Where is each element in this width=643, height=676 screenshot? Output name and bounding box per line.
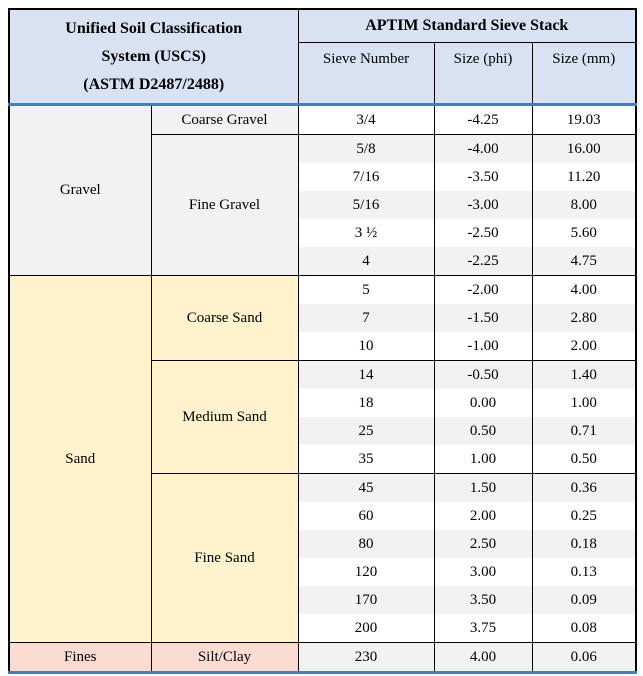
size-mm-cell: 2.00	[532, 332, 636, 361]
size-mm-cell: 4.75	[532, 247, 636, 276]
table-row	[9, 105, 636, 135]
sub-category-cell: Coarse Gravel	[151, 105, 298, 135]
size-mm-cell: 1.00	[532, 389, 636, 417]
sieve-number-cell: 3/4	[298, 105, 434, 135]
sieve-table	[8, 8, 637, 674]
table-row	[9, 643, 636, 673]
sieve-number-cell: 4	[298, 247, 434, 276]
size-phi-cell: 1.50	[434, 474, 532, 503]
sieve-number-cell: 5/16	[298, 191, 434, 219]
sieve-number-cell: 18	[298, 389, 434, 417]
size-mm-cell: 19.03	[532, 105, 636, 135]
size-mm-cell: 0.09	[532, 586, 636, 614]
sieve-number-cell: 45	[298, 474, 434, 503]
size-phi-cell: -4.25	[434, 105, 532, 135]
uscs-header-cell	[9, 9, 298, 105]
size-phi-cell: 4.00	[434, 643, 532, 673]
sieve-table-body	[9, 105, 636, 673]
sieve-number-cell: 7/16	[298, 163, 434, 191]
sub-category-cell: Coarse Sand	[151, 276, 298, 361]
size-mm-cell: 0.71	[532, 417, 636, 445]
sub-category-cell: Fine Gravel	[151, 135, 298, 276]
sub-category-cell: Medium Sand	[151, 361, 298, 474]
size-phi-cell: 2.00	[434, 502, 532, 530]
sieve-number-cell: 60	[298, 502, 434, 530]
size-phi-cell: 3.75	[434, 614, 532, 643]
sieve-number-cell: 14	[298, 361, 434, 390]
size-mm-cell: 0.06	[532, 643, 636, 673]
uscs-header-line2: System (USCS)	[101, 47, 206, 65]
size-phi-cell: -3.50	[434, 163, 532, 191]
sieve-number-cell: 25	[298, 417, 434, 445]
size-phi-cell: -2.00	[434, 276, 532, 305]
size-mm-cell: 4.00	[532, 276, 636, 305]
major-category-fines: Fines	[9, 643, 151, 673]
size-mm-cell: 0.08	[532, 614, 636, 643]
size-phi-cell: 1.00	[434, 445, 532, 474]
size-phi-cell: -0.50	[434, 361, 532, 390]
sieve-number-cell: 3 ½	[298, 219, 434, 247]
size-mm-cell: 0.25	[532, 502, 636, 530]
major-category-sand: Sand	[9, 276, 151, 643]
size-mm-cell: 1.40	[532, 361, 636, 390]
size-mm-cell: 0.13	[532, 558, 636, 586]
size-mm-cell: 8.00	[532, 191, 636, 219]
size-mm-cell: 16.00	[532, 135, 636, 164]
size-mm-cell: 0.18	[532, 530, 636, 558]
size-phi-cell: 0.00	[434, 389, 532, 417]
size-phi-cell: -2.25	[434, 247, 532, 276]
size-mm-cell: 11.20	[532, 163, 636, 191]
sieve-number-cell: 200	[298, 614, 434, 643]
sieve-number-cell: 7	[298, 304, 434, 332]
uscs-header-line3: (ASTM D2487/2488)	[83, 75, 225, 93]
sub-category-cell: Fine Sand	[151, 474, 298, 643]
size-phi-cell: -1.50	[434, 304, 532, 332]
sieve-number-cell: 80	[298, 530, 434, 558]
sieve-number-cell: 5/8	[298, 135, 434, 164]
size-phi-cell: -2.50	[434, 219, 532, 247]
column-header-size-mm: Size (mm)	[532, 43, 636, 105]
size-mm-cell: 5.60	[532, 219, 636, 247]
size-phi-cell: 3.50	[434, 586, 532, 614]
size-mm-cell: 0.36	[532, 474, 636, 503]
size-phi-cell: 2.50	[434, 530, 532, 558]
size-phi-cell: -4.00	[434, 135, 532, 164]
sieve-number-cell: 170	[298, 586, 434, 614]
table-row	[9, 276, 636, 305]
column-header-sieve-number: Sieve Number	[298, 43, 434, 105]
uscs-header-line1: Unified Soil Classification	[65, 19, 243, 37]
major-category-gravel: Gravel	[9, 105, 151, 276]
size-phi-cell: 0.50	[434, 417, 532, 445]
sieve-number-cell: 10	[298, 332, 434, 361]
size-phi-cell: -1.00	[434, 332, 532, 361]
sieve-number-cell: 35	[298, 445, 434, 474]
sub-category-cell: Silt/Clay	[151, 643, 298, 673]
size-mm-cell: 0.50	[532, 445, 636, 474]
sieve-number-cell: 230	[298, 643, 434, 673]
sieve-number-cell: 5	[298, 276, 434, 305]
size-phi-cell: -3.00	[434, 191, 532, 219]
size-mm-cell: 2.80	[532, 304, 636, 332]
sieve-number-cell: 120	[298, 558, 434, 586]
column-header-size-phi: Size (phi)	[434, 43, 532, 105]
aptim-header-cell: APTIM Standard Sieve Stack	[298, 9, 636, 43]
size-phi-cell: 3.00	[434, 558, 532, 586]
